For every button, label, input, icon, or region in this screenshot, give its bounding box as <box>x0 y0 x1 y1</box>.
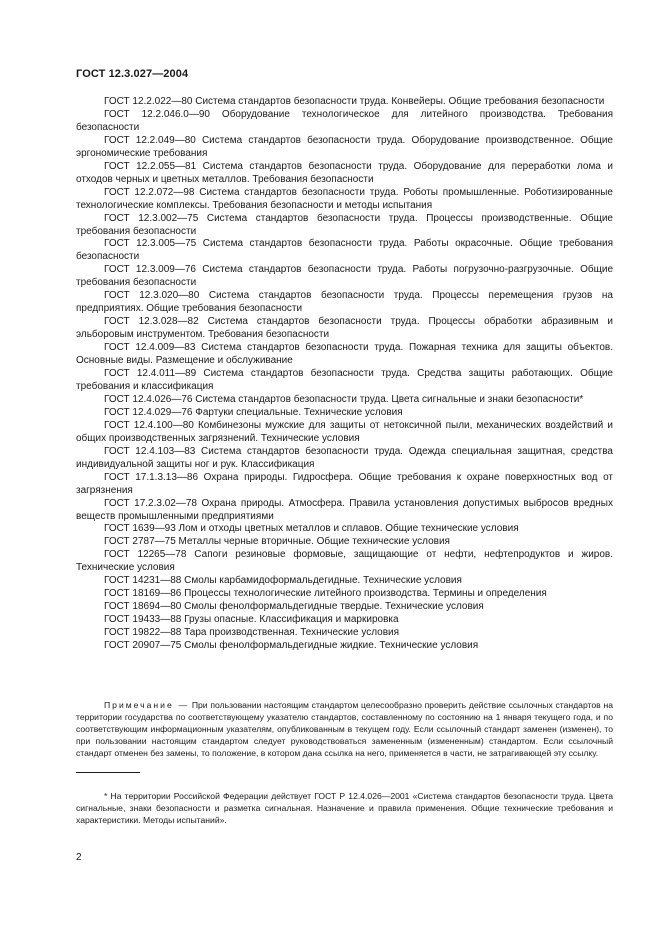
note-paragraph <box>76 700 613 760</box>
reference-item: ГОСТ 14231—88 Смолы карбамидоформальдегидные. Технические условия <box>104 575 462 587</box>
reference-item: ГОСТ 12.3.002—75 Система стандартов безопасности труда. Процессы производственные. Общие требования безопасности <box>76 212 613 237</box>
reference-item: ГОСТ 12.4.009—83 Система стандартов безопасности труда. Пожарная техника для защиты объектов. Основные виды. Размещение и обслуживание <box>76 342 613 367</box>
reference-item: ГОСТ 12.2.046.0—90 Оборудование технологическое для литейного производства. Требования безопасности <box>76 108 613 133</box>
page-number: 2 <box>76 852 82 863</box>
reference-item: ГОСТ 19433—88 Грузы опасные. Классификация и маркировка <box>104 614 399 626</box>
reference-item: ГОСТ 12265—78 Сапоги резиновые формовые, защищающие от нефти, нефтепродуктов и жиров. Технические условия <box>76 549 613 574</box>
reference-item: ГОСТ 12.4.100—80 Комбинезоны мужские для защиты от нетоксичной пыли, механических воздействий и общих производственных загрязнений. Технические условия <box>76 419 613 444</box>
reference-item: ГОСТ 12.2.055—81 Система стандартов безопасности труда. Оборудование для переработки лома и отходов черных и цветных металлов. Требования безопасности <box>76 160 613 185</box>
reference-item: ГОСТ 1639—93 Лом и отходы цветных металлов и сплавов. Общие технические условия <box>104 523 519 535</box>
reference-item: ГОСТ 17.2.3.02—78 Охрана природы. Атмосфера. Правила установления допустимых выбросов вредных веществ промышленными предприятиями <box>76 497 613 522</box>
reference-item: ГОСТ 12.3.028—82 Система стандартов безопасности труда. Процессы обработки абразивным и эльборовым инструментом. Требования безопасности <box>76 316 613 341</box>
footnote <box>76 790 613 826</box>
reference-item: ГОСТ 2787—75 Металлы черные вторичные. Общие технические условия <box>104 536 450 548</box>
reference-item: ГОСТ 18694—80 Смолы фенолформальдегидные твердые. Технические условия <box>104 601 484 613</box>
reference-item: ГОСТ 12.3.009—76 Система стандартов безопасности труда. Работы погрузочно-разгрузочные. Общие требования безопасности <box>76 264 613 289</box>
reference-item: ГОСТ 12.4.029—76 Фартуки специальные. Технические условия <box>104 406 403 418</box>
reference-item: ГОСТ 17.1.3.13—86 Охрана природы. Гидросфера. Общие требования к охране поверхностных вод от загрязнения <box>76 471 613 496</box>
reference-item: ГОСТ 12.3.005—75 Система стандартов безопасности труда. Работы окрасочные. Общие требования безопасности <box>76 238 613 263</box>
reference-item: ГОСТ 12.2.049—80 Система стандартов безопасности труда. Оборудование производственное. Общие эргономические требования <box>76 134 613 159</box>
references-list <box>76 96 613 653</box>
reference-item: ГОСТ 12.2.022—80 Система стандартов безопасности труда. Конвейеры. Общие требования безопасности <box>104 96 605 107</box>
reference-item: ГОСТ 12.4.011—89 Система стандартов безопасности труда. Средства защиты работающих. Общие требования и классификация <box>76 368 613 392</box>
note-block <box>76 700 613 760</box>
footnote-divider <box>76 772 140 773</box>
reference-item: ГОСТ 20907—75 Смолы фенолформальдегидные жидкие. Технические условия <box>104 640 479 652</box>
reference-item: ГОСТ 19822—88 Тара производственная. Технические условия <box>104 627 400 639</box>
reference-item: ГОСТ 12.3.020—80 Система стандартов безопасности труда. Процессы перемещения грузов на предприятиях. Общие требования безопасности <box>76 290 613 315</box>
footnote-text: * На территории Российской Федерации действует ГОСТ Р 12.4.026—2001 «Система стандартов безопасности труда. Цвета сигнальные, знаки безопасности и разметка сигнальная. Назначение и правила применения. Общие технические требования и характеристики. Методы испытаний». <box>76 791 613 825</box>
note-text: При пользовании настоящим стандартом целесообразно проверить действие ссылочных стандартов на территории государства по соответствующему указателю стандартов, составленному по состоянию на 1 января текущего года, и по соответствующим информационным указателям, опубликованным в текущем году. Если ссылочный стандарт заменен (изменен), то при пользовании настоящим стандартом следует руководствоваться замененным (измененным) стандартом. Если ссылочный стандарт отменен без замены, то положение, в котором дана ссылка на него, применяется в части, не затрагивающей эту ссылку. <box>76 700 613 758</box>
reference-item: ГОСТ 12.4.103—83 Система стандартов безопасности труда. Одежда специальная защитная, средства индивидуальной защиты ног и рук. Классификация <box>76 445 613 470</box>
note-label: Примечание — <box>104 700 190 710</box>
reference-item: ГОСТ 18169—86 Процессы технологические литейного производства. Термины и определения <box>104 588 547 600</box>
reference-item: ГОСТ 12.4.026—76 Система стандартов безопасности труда. Цвета сигнальные и знаки безопасности* <box>104 393 584 405</box>
page-header: ГОСТ 12.3.027—2004 <box>76 68 189 80</box>
reference-item: ГОСТ 12.2.072—98 Система стандартов безопасности труда. Роботы промышленные. Роботизированные технологические комплексы. Требования безопасности и методы испытания <box>76 186 613 211</box>
